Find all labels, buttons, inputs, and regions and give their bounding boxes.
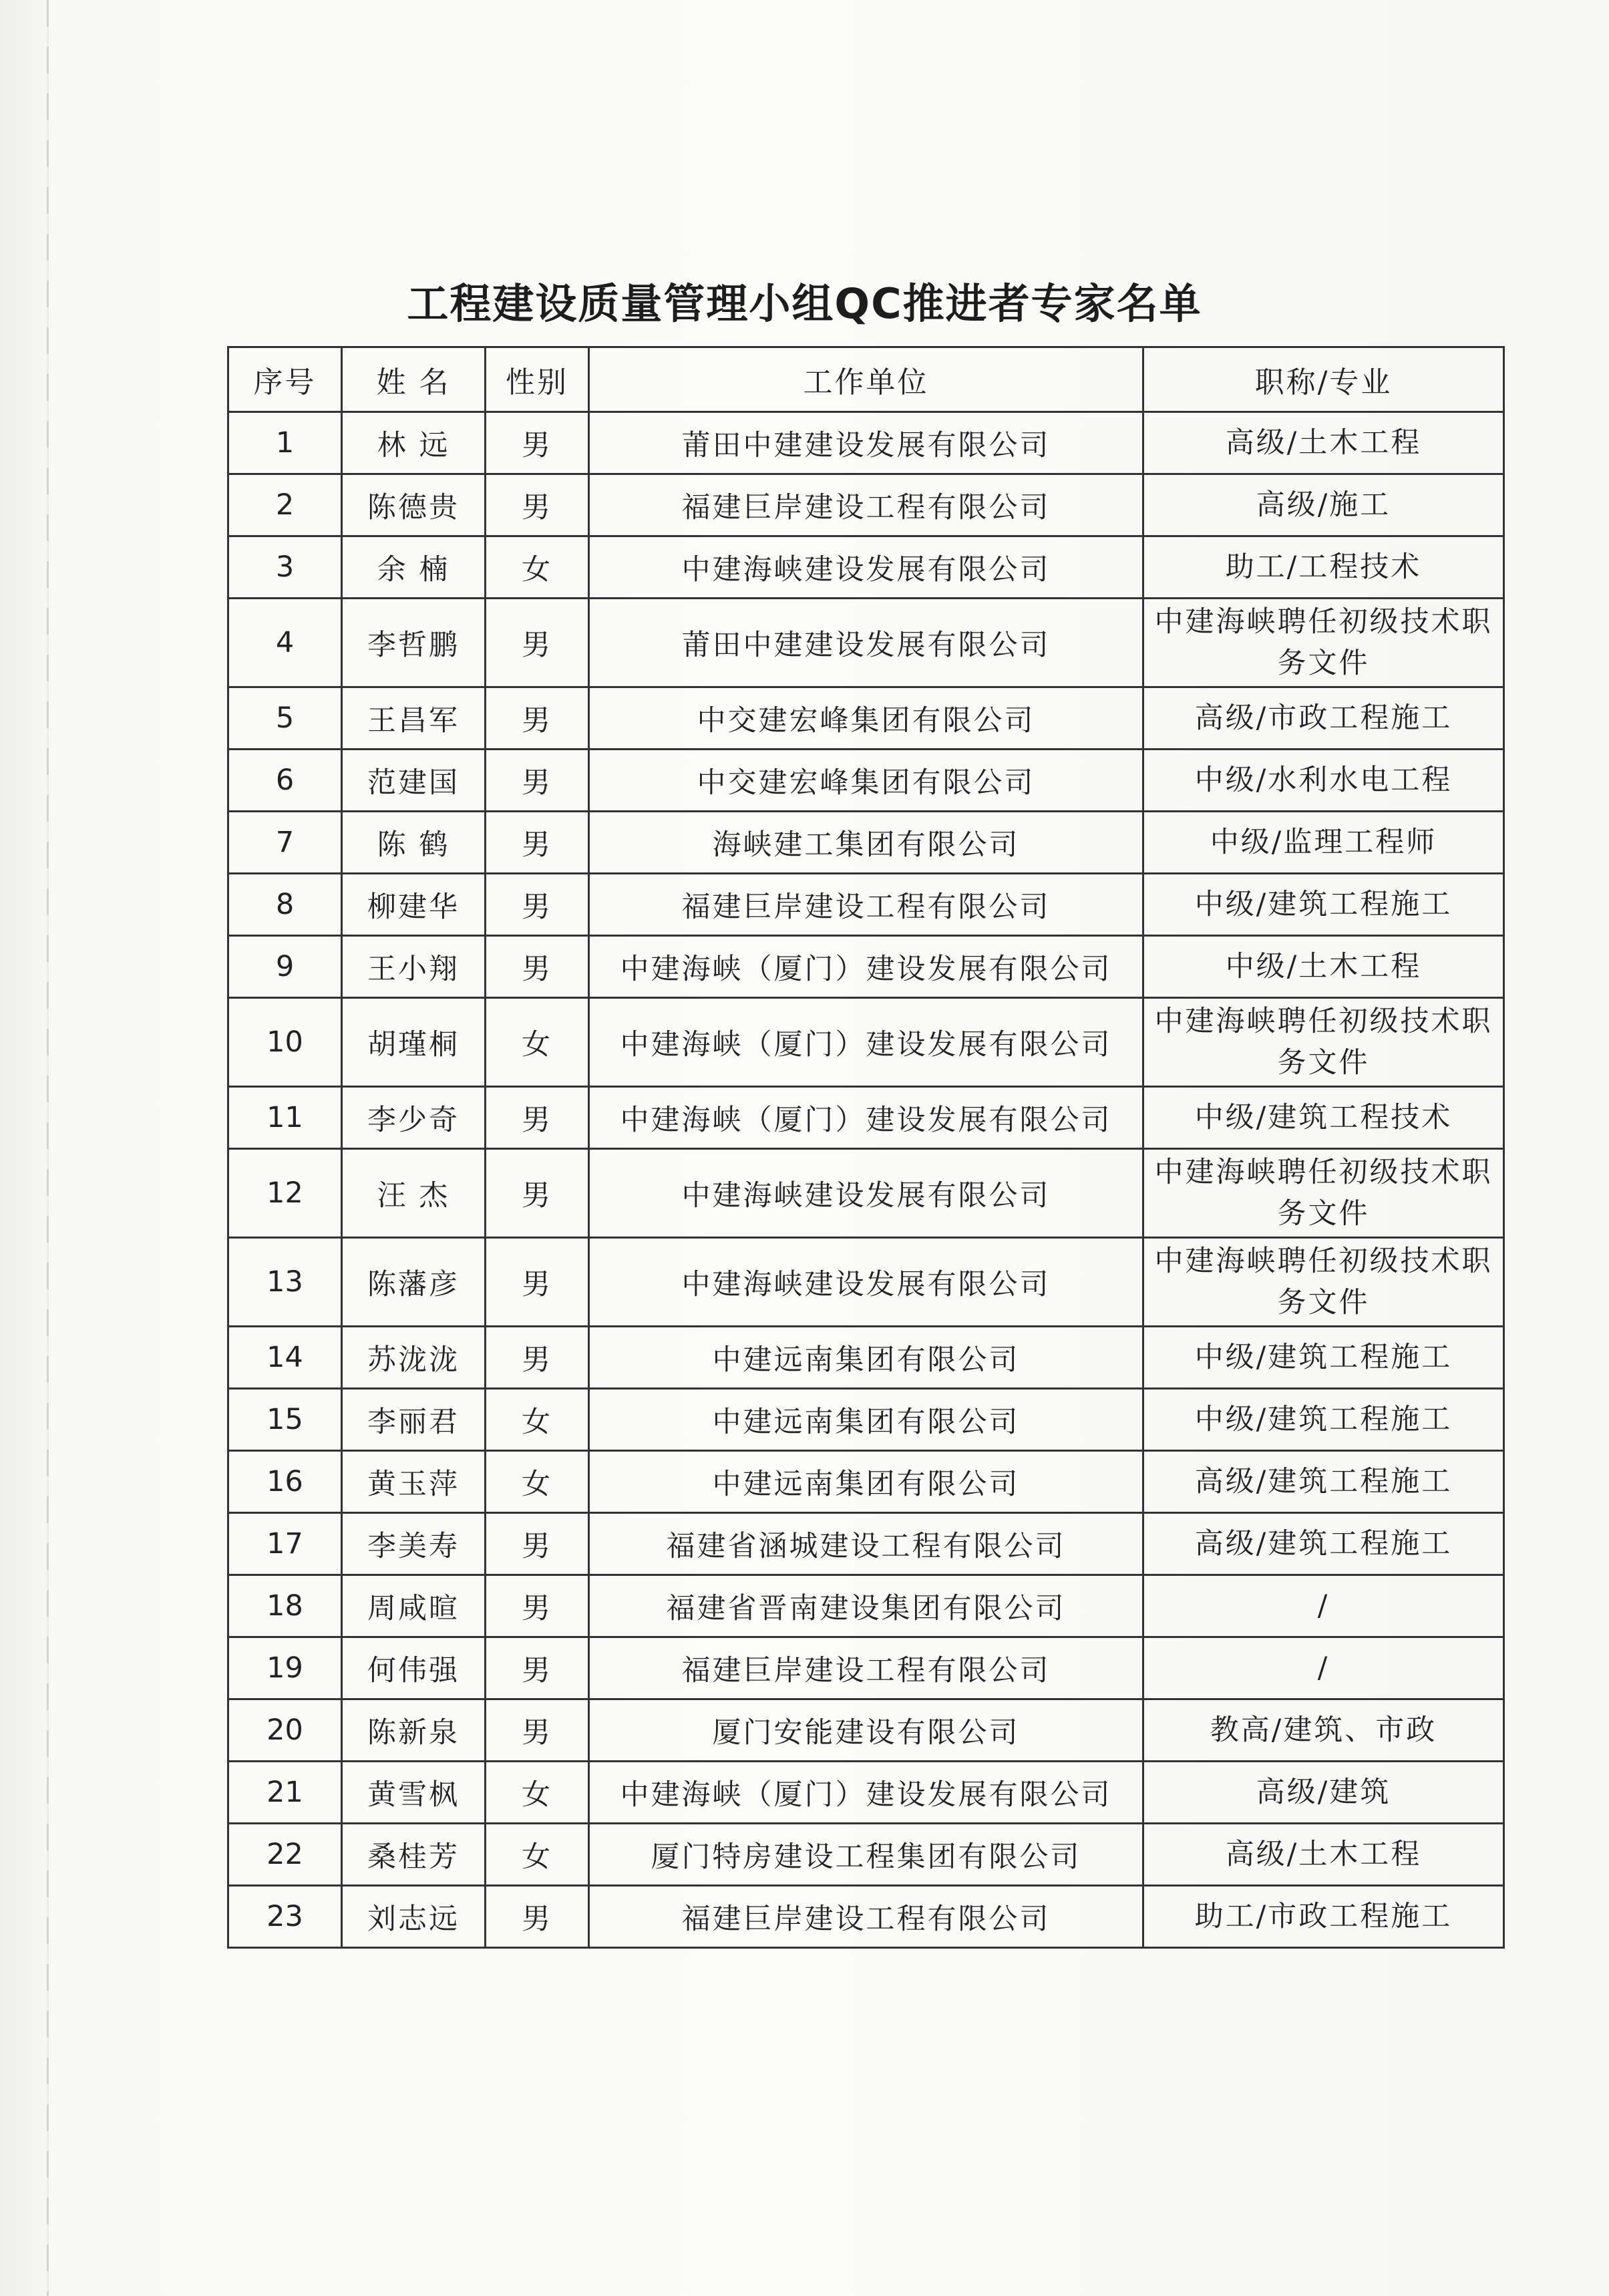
cell-title: 中级/建筑工程施工	[1143, 1389, 1504, 1451]
cell-name: 李美寿	[342, 1513, 486, 1575]
cell-no: 12	[228, 1149, 342, 1238]
header-unit: 工作单位	[589, 347, 1143, 412]
table-row	[228, 998, 1504, 1087]
cell-no: 15	[228, 1389, 342, 1451]
cell-unit: 中建海峡（厦门）建设发展有限公司	[589, 936, 1143, 998]
cell-title: 中级/水利水电工程	[1143, 750, 1504, 812]
cell-gender: 女	[486, 998, 589, 1087]
cell-title: 中建海峡聘任初级技术职务文件	[1143, 1149, 1504, 1238]
cell-title: 高级/建筑工程施工	[1143, 1513, 1504, 1575]
cell-no: 11	[228, 1087, 342, 1149]
cell-no: 3	[228, 536, 342, 599]
cell-gender: 男	[486, 1087, 589, 1149]
cell-name: 李丽君	[342, 1389, 486, 1451]
table-row	[228, 1575, 1504, 1637]
cell-no: 16	[228, 1451, 342, 1513]
cell-gender: 男	[486, 599, 589, 687]
cell-name: 黄玉萍	[342, 1451, 486, 1513]
cell-gender: 男	[486, 812, 589, 874]
cell-gender: 男	[486, 687, 589, 750]
table-row	[228, 1238, 1504, 1327]
table-row	[228, 812, 1504, 874]
cell-title: 高级/建筑	[1143, 1762, 1504, 1824]
cell-title: 中建海峡聘任初级技术职务文件	[1143, 599, 1504, 687]
cell-no: 8	[228, 874, 342, 936]
cell-no: 13	[228, 1238, 342, 1327]
cell-name: 桑桂芳	[342, 1824, 486, 1886]
cell-title: 中级/建筑工程施工	[1143, 874, 1504, 936]
cell-name: 陈藩彦	[342, 1238, 486, 1327]
cell-gender: 女	[486, 536, 589, 599]
cell-gender: 男	[486, 750, 589, 812]
table-row	[228, 936, 1504, 998]
cell-gender: 男	[486, 1699, 589, 1762]
cell-unit: 中建海峡（厦门）建设发展有限公司	[589, 998, 1143, 1087]
cell-title: 中级/监理工程师	[1143, 812, 1504, 874]
cell-name: 王昌军	[342, 687, 486, 750]
cell-name: 何伟强	[342, 1637, 486, 1699]
cell-gender: 男	[486, 874, 589, 936]
table-row	[228, 1513, 1504, 1575]
cell-no: 18	[228, 1575, 342, 1637]
cell-title: 高级/市政工程施工	[1143, 687, 1504, 750]
table-row	[228, 687, 1504, 750]
cell-name: 陈新泉	[342, 1699, 486, 1762]
document-title: 工程建设质量管理小组QC推进者专家名单	[407, 279, 1202, 328]
cell-no: 23	[228, 1886, 342, 1948]
cell-name: 陈德贵	[342, 474, 486, 536]
cell-title: 高级/施工	[1143, 474, 1504, 536]
table-row	[228, 1149, 1504, 1238]
cell-unit: 中建远南集团有限公司	[589, 1389, 1143, 1451]
table-row	[228, 750, 1504, 812]
cell-no: 1	[228, 412, 342, 474]
cell-no: 22	[228, 1824, 342, 1886]
table-row	[228, 412, 1504, 474]
cell-title: 助工/工程技术	[1143, 536, 1504, 599]
cell-name: 陈 鹤	[342, 812, 486, 874]
cell-gender: 男	[486, 1238, 589, 1327]
cell-title: 中级/土木工程	[1143, 936, 1504, 998]
cell-unit: 中建海峡（厦门）建设发展有限公司	[589, 1087, 1143, 1149]
cell-name: 汪 杰	[342, 1149, 486, 1238]
cell-unit: 福建巨岸建设工程有限公司	[589, 874, 1143, 936]
cell-name: 苏泷泷	[342, 1327, 486, 1389]
cell-no: 5	[228, 687, 342, 750]
cell-title: /	[1143, 1637, 1504, 1699]
header-title: 职称/专业	[1143, 347, 1504, 412]
cell-no: 9	[228, 936, 342, 998]
table-row	[228, 1389, 1504, 1451]
table-header-row	[228, 347, 1504, 412]
cell-title: 高级/土木工程	[1143, 412, 1504, 474]
cell-unit: 中建海峡建设发展有限公司	[589, 1149, 1143, 1238]
cell-gender: 男	[486, 1575, 589, 1637]
cell-gender: 女	[486, 1762, 589, 1824]
cell-no: 6	[228, 750, 342, 812]
table-row	[228, 874, 1504, 936]
cell-unit: 福建巨岸建设工程有限公司	[589, 1886, 1143, 1948]
cell-gender: 男	[486, 1149, 589, 1238]
cell-name: 范建国	[342, 750, 486, 812]
cell-unit: 莆田中建建设发展有限公司	[589, 599, 1143, 687]
cell-unit: 中建远南集团有限公司	[589, 1451, 1143, 1513]
cell-no: 7	[228, 812, 342, 874]
expert-roster-table	[227, 346, 1505, 1949]
cell-title: 中级/建筑工程技术	[1143, 1087, 1504, 1149]
cell-gender: 男	[486, 1886, 589, 1948]
cell-unit: 莆田中建建设发展有限公司	[589, 412, 1143, 474]
cell-gender: 男	[486, 412, 589, 474]
cell-unit: 福建省晋南建设集团有限公司	[589, 1575, 1143, 1637]
table-body	[228, 412, 1504, 1948]
header-no: 序号	[228, 347, 342, 412]
cell-unit: 福建省涵城建设工程有限公司	[589, 1513, 1143, 1575]
cell-name: 林 远	[342, 412, 486, 474]
header-gender: 性别	[486, 347, 589, 412]
cell-unit: 中建海峡（厦门）建设发展有限公司	[589, 1762, 1143, 1824]
cell-unit: 厦门特房建设工程集团有限公司	[589, 1824, 1143, 1886]
cell-no: 10	[228, 998, 342, 1087]
table-row	[228, 1451, 1504, 1513]
table-row	[228, 1699, 1504, 1762]
table-row	[228, 599, 1504, 687]
cell-title: 教高/建筑、市政	[1143, 1699, 1504, 1762]
header-name: 姓 名	[342, 347, 486, 412]
cell-title: 中建海峡聘任初级技术职务文件	[1143, 998, 1504, 1087]
cell-unit: 福建巨岸建设工程有限公司	[589, 474, 1143, 536]
cell-name: 黄雪枫	[342, 1762, 486, 1824]
cell-no: 19	[228, 1637, 342, 1699]
table-row	[228, 474, 1504, 536]
cell-unit: 中建远南集团有限公司	[589, 1327, 1143, 1389]
cell-name: 李哲鹏	[342, 599, 486, 687]
cell-title: 中级/建筑工程施工	[1143, 1327, 1504, 1389]
cell-name: 刘志远	[342, 1886, 486, 1948]
cell-name: 周咸暄	[342, 1575, 486, 1637]
table-row	[228, 1824, 1504, 1886]
cell-no: 2	[228, 474, 342, 536]
cell-gender: 女	[486, 1824, 589, 1886]
cell-unit: 中建海峡建设发展有限公司	[589, 536, 1143, 599]
cell-gender: 男	[486, 1637, 589, 1699]
cell-unit: 海峡建工集团有限公司	[589, 812, 1143, 874]
cell-gender: 女	[486, 1389, 589, 1451]
cell-no: 17	[228, 1513, 342, 1575]
table-row	[228, 1637, 1504, 1699]
cell-title: 助工/市政工程施工	[1143, 1886, 1504, 1948]
cell-no: 21	[228, 1762, 342, 1824]
table-row	[228, 1327, 1504, 1389]
table-row	[228, 1886, 1504, 1948]
cell-name: 胡瑾桐	[342, 998, 486, 1087]
table-row	[228, 1762, 1504, 1824]
cell-name: 李少奇	[342, 1087, 486, 1149]
table-row	[228, 1087, 1504, 1149]
cell-name: 王小翔	[342, 936, 486, 998]
table-row	[228, 536, 1504, 599]
cell-gender: 男	[486, 1327, 589, 1389]
cell-unit: 中建海峡建设发展有限公司	[589, 1238, 1143, 1327]
cell-unit: 厦门安能建设有限公司	[589, 1699, 1143, 1762]
cell-title: /	[1143, 1575, 1504, 1637]
cell-gender: 男	[486, 474, 589, 536]
cell-unit: 福建巨岸建设工程有限公司	[589, 1637, 1143, 1699]
cell-gender: 男	[486, 1513, 589, 1575]
cell-unit: 中交建宏峰集团有限公司	[589, 687, 1143, 750]
cell-name: 余 楠	[342, 536, 486, 599]
cell-title: 高级/建筑工程施工	[1143, 1451, 1504, 1513]
binding-edge	[47, 0, 49, 2296]
cell-name: 柳建华	[342, 874, 486, 936]
cell-no: 14	[228, 1327, 342, 1389]
cell-title: 高级/土木工程	[1143, 1824, 1504, 1886]
cell-title: 中建海峡聘任初级技术职务文件	[1143, 1238, 1504, 1327]
cell-unit: 中交建宏峰集团有限公司	[589, 750, 1143, 812]
cell-gender: 女	[486, 1451, 589, 1513]
cell-no: 4	[228, 599, 342, 687]
cell-gender: 男	[486, 936, 589, 998]
cell-no: 20	[228, 1699, 342, 1762]
